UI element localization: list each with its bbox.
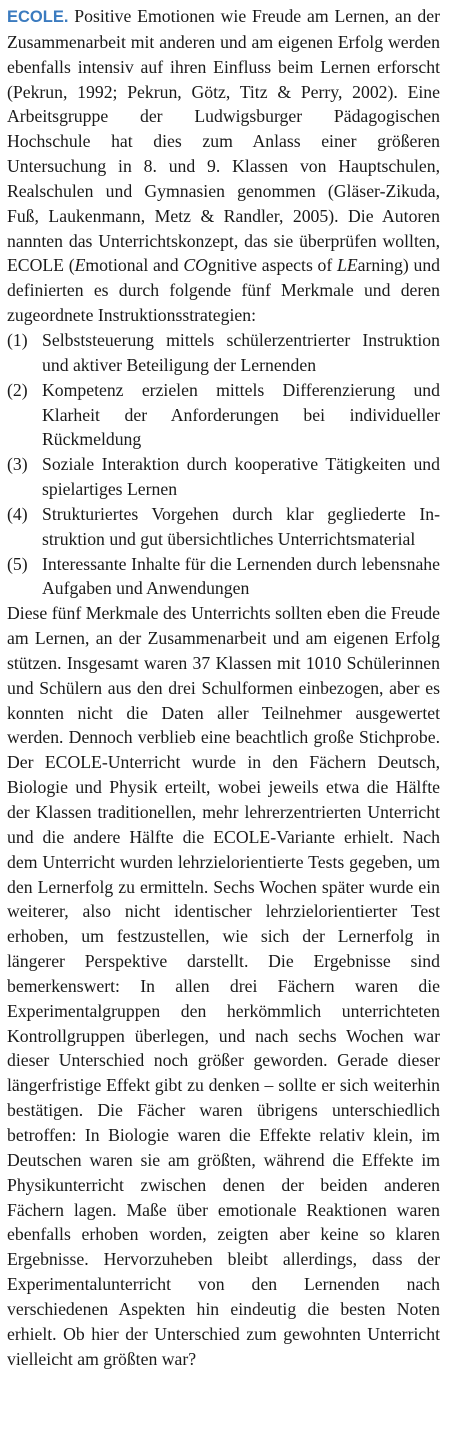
- acronym-letters-co: CO: [183, 255, 208, 276]
- list-item: [7, 552, 440, 602]
- intro-paragraph: [7, 4, 440, 328]
- list-item-text: Selbststeuerung mittels schülerzentrierter Instruktion und aktiver Beteiligung der Lernenden: [42, 329, 440, 375]
- acronym-letter-e: E: [74, 255, 86, 276]
- intro-text-motional: motional and: [85, 255, 184, 276]
- list-item-text: Strukturiertes Vorgehen durch klar gegliederte Instruktion und gut übersichtliches Unterrichtsmaterial: [42, 503, 440, 549]
- intro-text-end: arning) und definierten es durch folgende fünf Merkmale und deren zugeordnete Instruktionsstrategien:: [7, 255, 441, 326]
- list-item-text: Kompetenz erzielen mittels Differenzierung und Klarheit der Anforderungen bei individueller Rückmeldung: [42, 379, 440, 450]
- intro-text-gnitive: gnitive aspects of: [207, 255, 338, 276]
- list-item: [7, 378, 440, 453]
- list-item: [7, 452, 440, 502]
- list-item-number: (1): [7, 329, 28, 350]
- list-item-text: Soziale Interaktion durch kooperative Tätigkeiten und spielartiges Lernen: [42, 454, 440, 500]
- list-item: [7, 502, 440, 552]
- list-item-number: (2): [7, 379, 28, 400]
- conclusion-paragraph: Diese fünf Merkmale des Unterrichts sollten eben die Freude am Lernen, an der Zusammenarbeit und am eigenen Erfolg stützen. Insgesamt waren 37 Klassen mit 1010 Schülerinnen und Schülern aus den drei Schulformen einbezogen, aber es konnten nicht die Daten aller Teilnehmer ausgewertet werden. Dennoch verblieb eine beachtlich große Stichprobe. Der ECOLE-Unterricht wurde in den Fächern Deutsch, Biologie und Physik erteilt, wobei jeweils etwa die Hälfte der Klassen traditionellen, mehr lehrerzentrierten Unterricht und die andere Hälfte die ECOLE-Variante erhielt. Nach dem Unterricht wurden lehrzielorientierte Tests gegeben, um den Lernerfolg zu ermitteln. Sechs Wochen später wurde ein weiterer, also nicht identischer lehrzielorientierter Test erhoben, um festzustellen, wie sich der Lernerfolg in längerer Perspektive darstellt. Die Ergebnisse sind bemerkenswert: In allen drei Fächern waren die Experimentalgruppen den herkömmlich unterrichteten Kontrollgruppen überlegen, und nach sechs Wochen war dieser Unterschied noch größer geworden. Gerade dieser längerfristige Effekt gibt zu denken – sollte er sich weiterhin bestätigen. Die Fächer waren übrigens unterschiedlich betroffen: In Biologie waren die Effekte relativ klein, im Deutschen waren sie am größten, während die Effekte im Physikunterricht zwischen denen der beiden anderen Fächern lagen. Maße über emotionale Reaktionen waren ebenfalls erhoben worden, zeigten aber keine so klaren Ergebnisse. Hervorzuheben bleibt allerdings, dass der Experimentalunterricht von den Lernenden nach verschiedenen Aspekten hin eindeutig die besten Noten erhielt. Ob hier der Unterschied zum gewohnten Unterricht vielleicht am größten war?: [7, 603, 440, 1369]
- list-item: [7, 328, 440, 378]
- intro-text: Positive Emotionen wie Freude am Lernen, an der Zusammenarbeit mit anderen und am eigenen Erfolg werden ebenfalls intensiv auf ihren Einfluss beim Lernen erforscht (Pekrun, 1992; Pekrun, Götz, Titz & Perry, 2002). Eine Arbeitsgruppe der Ludwigsburger Pädagogischen Hochschule hat dies zum Anlass einer größeren Untersuchung in 8. und 9. Klassen von Hauptschulen, Realschulen und Gymnasien genommen (Gläser-Zikuda, Fuß, Laukenmann, Metz & Randler, 2005). Die Autoren nannten das Unterrichtskonzept, das sie überprüfen wollten, ECOLE (: [7, 6, 440, 276]
- section-keyword: ECOLE.: [7, 8, 69, 26]
- acronym-letters-le: LE: [337, 255, 358, 276]
- strategy-list: [7, 328, 440, 601]
- list-item-number: (4): [7, 503, 28, 524]
- list-item-text: Interessante Inhalte für die Lernenden durch lebensnahe Aufgaben und Anwendungen: [42, 553, 440, 599]
- list-item-number: (5): [7, 553, 28, 574]
- list-item-number: (3): [7, 454, 28, 475]
